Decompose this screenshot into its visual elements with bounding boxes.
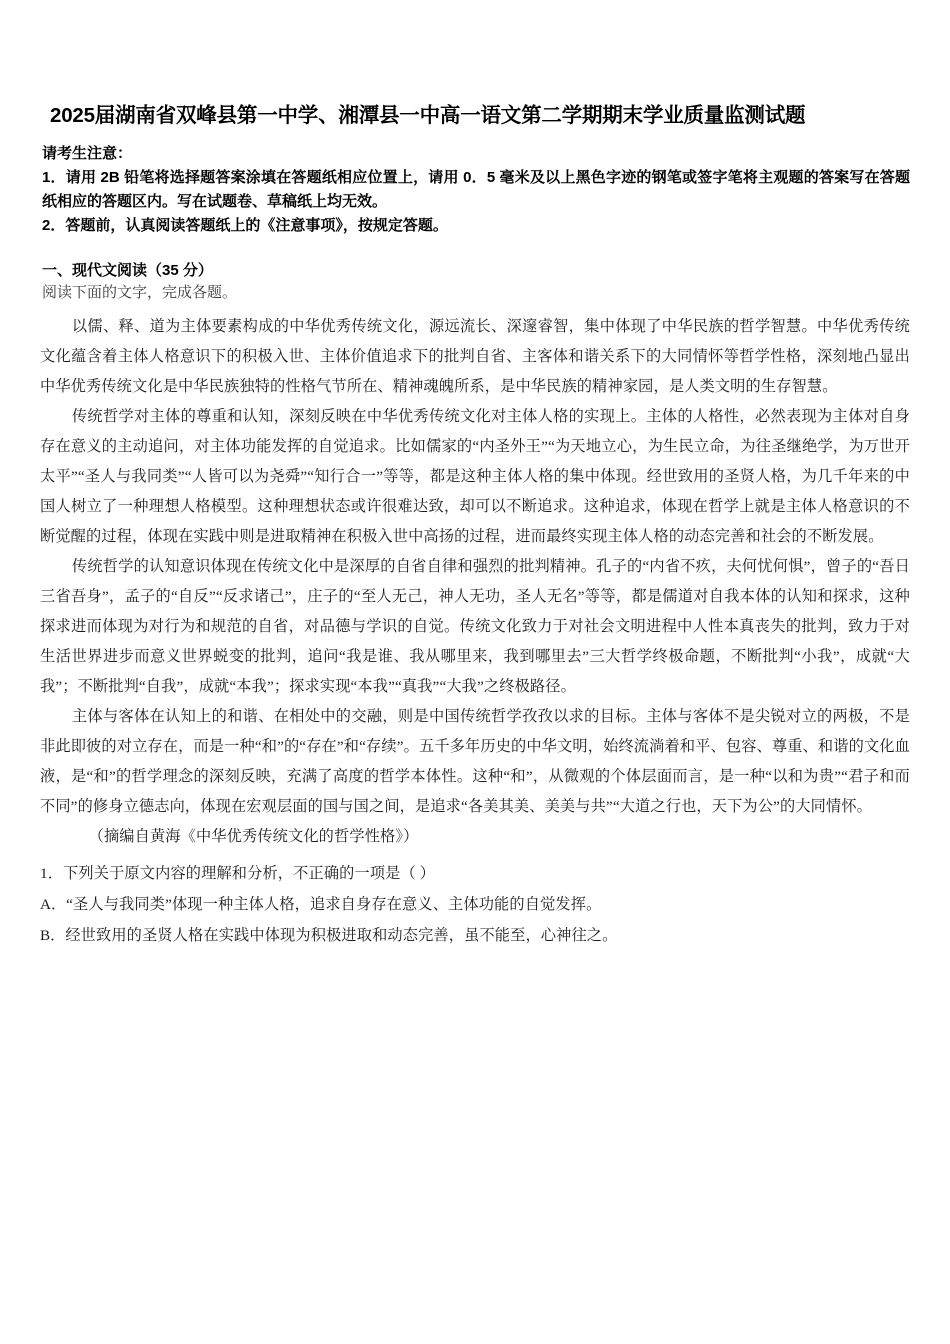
passage-paragraph-2: 传统哲学对主体的尊重和认知，深刻反映在中华优秀传统文化对主体人格的实现上。主体的人格性，必然表现为主体对自身存在意义的主动追问，对主体功能发挥的自觉追求。比如儒家的“内圣外王”“为天地立心，为生民立命，为往圣继绝学，为万世开太平”“圣人与我同类”“人皆可以为尧舜”“知行合一”等等，都是这种主体人格的集中体现。经世致用的圣贤人格，为几千年来的中国人树立了一种理想人格模型。这种理想状态或许很难达致，却可以不断追求。这种追求，体现在哲学上就是主体人格意识的不断觉醒的过程，体现在实践中则是进取精神在积极入世中高扬的过程，进而最终实现主体人格的动态完善和社会的不断发展。 [40,407,910,545]
option-b-letter: B． [40,926,66,944]
candidate-notice-block [40,142,910,239]
option-a-text: “圣人与我同类”体现一种主体人格，追求自身存在意义、主体功能的自觉发挥。 [66,895,602,913]
notice-heading: 请考生注意： [42,144,133,162]
question-1-stem: 1．下列关于原文内容的理解和分析，不正确的一项是（ ） [40,864,436,882]
passage-paragraph-1: 以儒、释、道为主体要素构成的中华优秀传统文化，源远流长、深邃睿智，集中体现了中华民族的哲学智慧。中华优秀传统文化蕴含着主体人格意识下的积极入世、主体价值追求下的批判自省、主客体和谐关系下的大同情怀等哲学性格，深刻地凸显出中华优秀传统文化是中华民族独特的性格气节所在、精神魂魄所系，是中华民族的精神家园，是人类文明的生存智慧。 [40,317,910,395]
notice-item-1: 1．请用 2B 铅笔将选择题答案涂填在答题纸相应位置上，请用 0．5 毫米及以上黑色字迹的钢笔或签字笔将主观题的答案写在答题纸相应的答题区内。写在试题卷、草稿纸上均无效。 [42,168,910,211]
section-heading-modern-reading: 一、现代文阅读（35 分） [42,261,213,279]
option-b-text: 经世致用的圣贤人格在实践中体现为积极进取和动态完善，虽不能至，心神往之。 [65,926,618,944]
notice-item-2: 2．答题前，认真阅读答题纸上的《注意事项》，按规定答题。 [42,217,448,235]
passage-citation: （摘编自黄海《中华优秀传统文化的哲学性格》） [88,827,419,845]
question-1-option-a[interactable] [40,889,910,920]
page-title: 2025届湖南省双峰县第一中学、湘潭县一中高一语文第二学期期末学业质量监测试题 [50,104,806,127]
passage-body [40,312,910,852]
section-lead-instruction: 阅读下面的文字，完成各题。 [42,285,238,302]
question-1-option-b[interactable] [40,920,910,951]
option-a-letter: A． [40,895,67,913]
passage-paragraph-3: 传统哲学的认知意识体现在传统文化中是深厚的自省自律和强烈的批判精神。孔子的“内省不疚，夫何忧何惧”，曾子的“吾日三省吾身”，孟子的“自反”“反求诸己”，庄子的“至人无己，神人无功，圣人无名”等等，都是儒道对自我本体的认知和探求，这种探求进而体现为对行为和规范的自省，对品德与学识的自觉。传统文化致力于对社会文明进程中人性本真丧失的批判，致力于对生活世界进步而意义世界蜕变的批判，追问“我是谁、我从哪里来，我到哪里去”三大哲学终极命题，不断批判“小我”，成就“大我”；不断批判“自我”，成就“本我”；探求实现“本我”“真我”“大我”之终极路径。 [40,557,910,695]
question-list [40,858,910,951]
passage-paragraph-4: 主体与客体在认知上的和谐、在相处中的交融，则是中国传统哲学孜孜以求的目标。主体与客体不是尖锐对立的两极，不是非此即彼的对立存在，而是一种“和”的“存在”和“存续”。五千多年历史的中华文明，始终流淌着和平、包容、尊重、和谐的文化血液，是“和”的哲学理念的深刻反映，充满了高度的哲学本体性。这种“和”，从微观的个体层面而言，是一种“以和为贵”“君子和而不同”的修身立德志向，体现在宏观层面的国与国之间，是追求“各美其美、美美与共”“大道之行也，天下为公”的大同情怀。 [40,707,910,815]
